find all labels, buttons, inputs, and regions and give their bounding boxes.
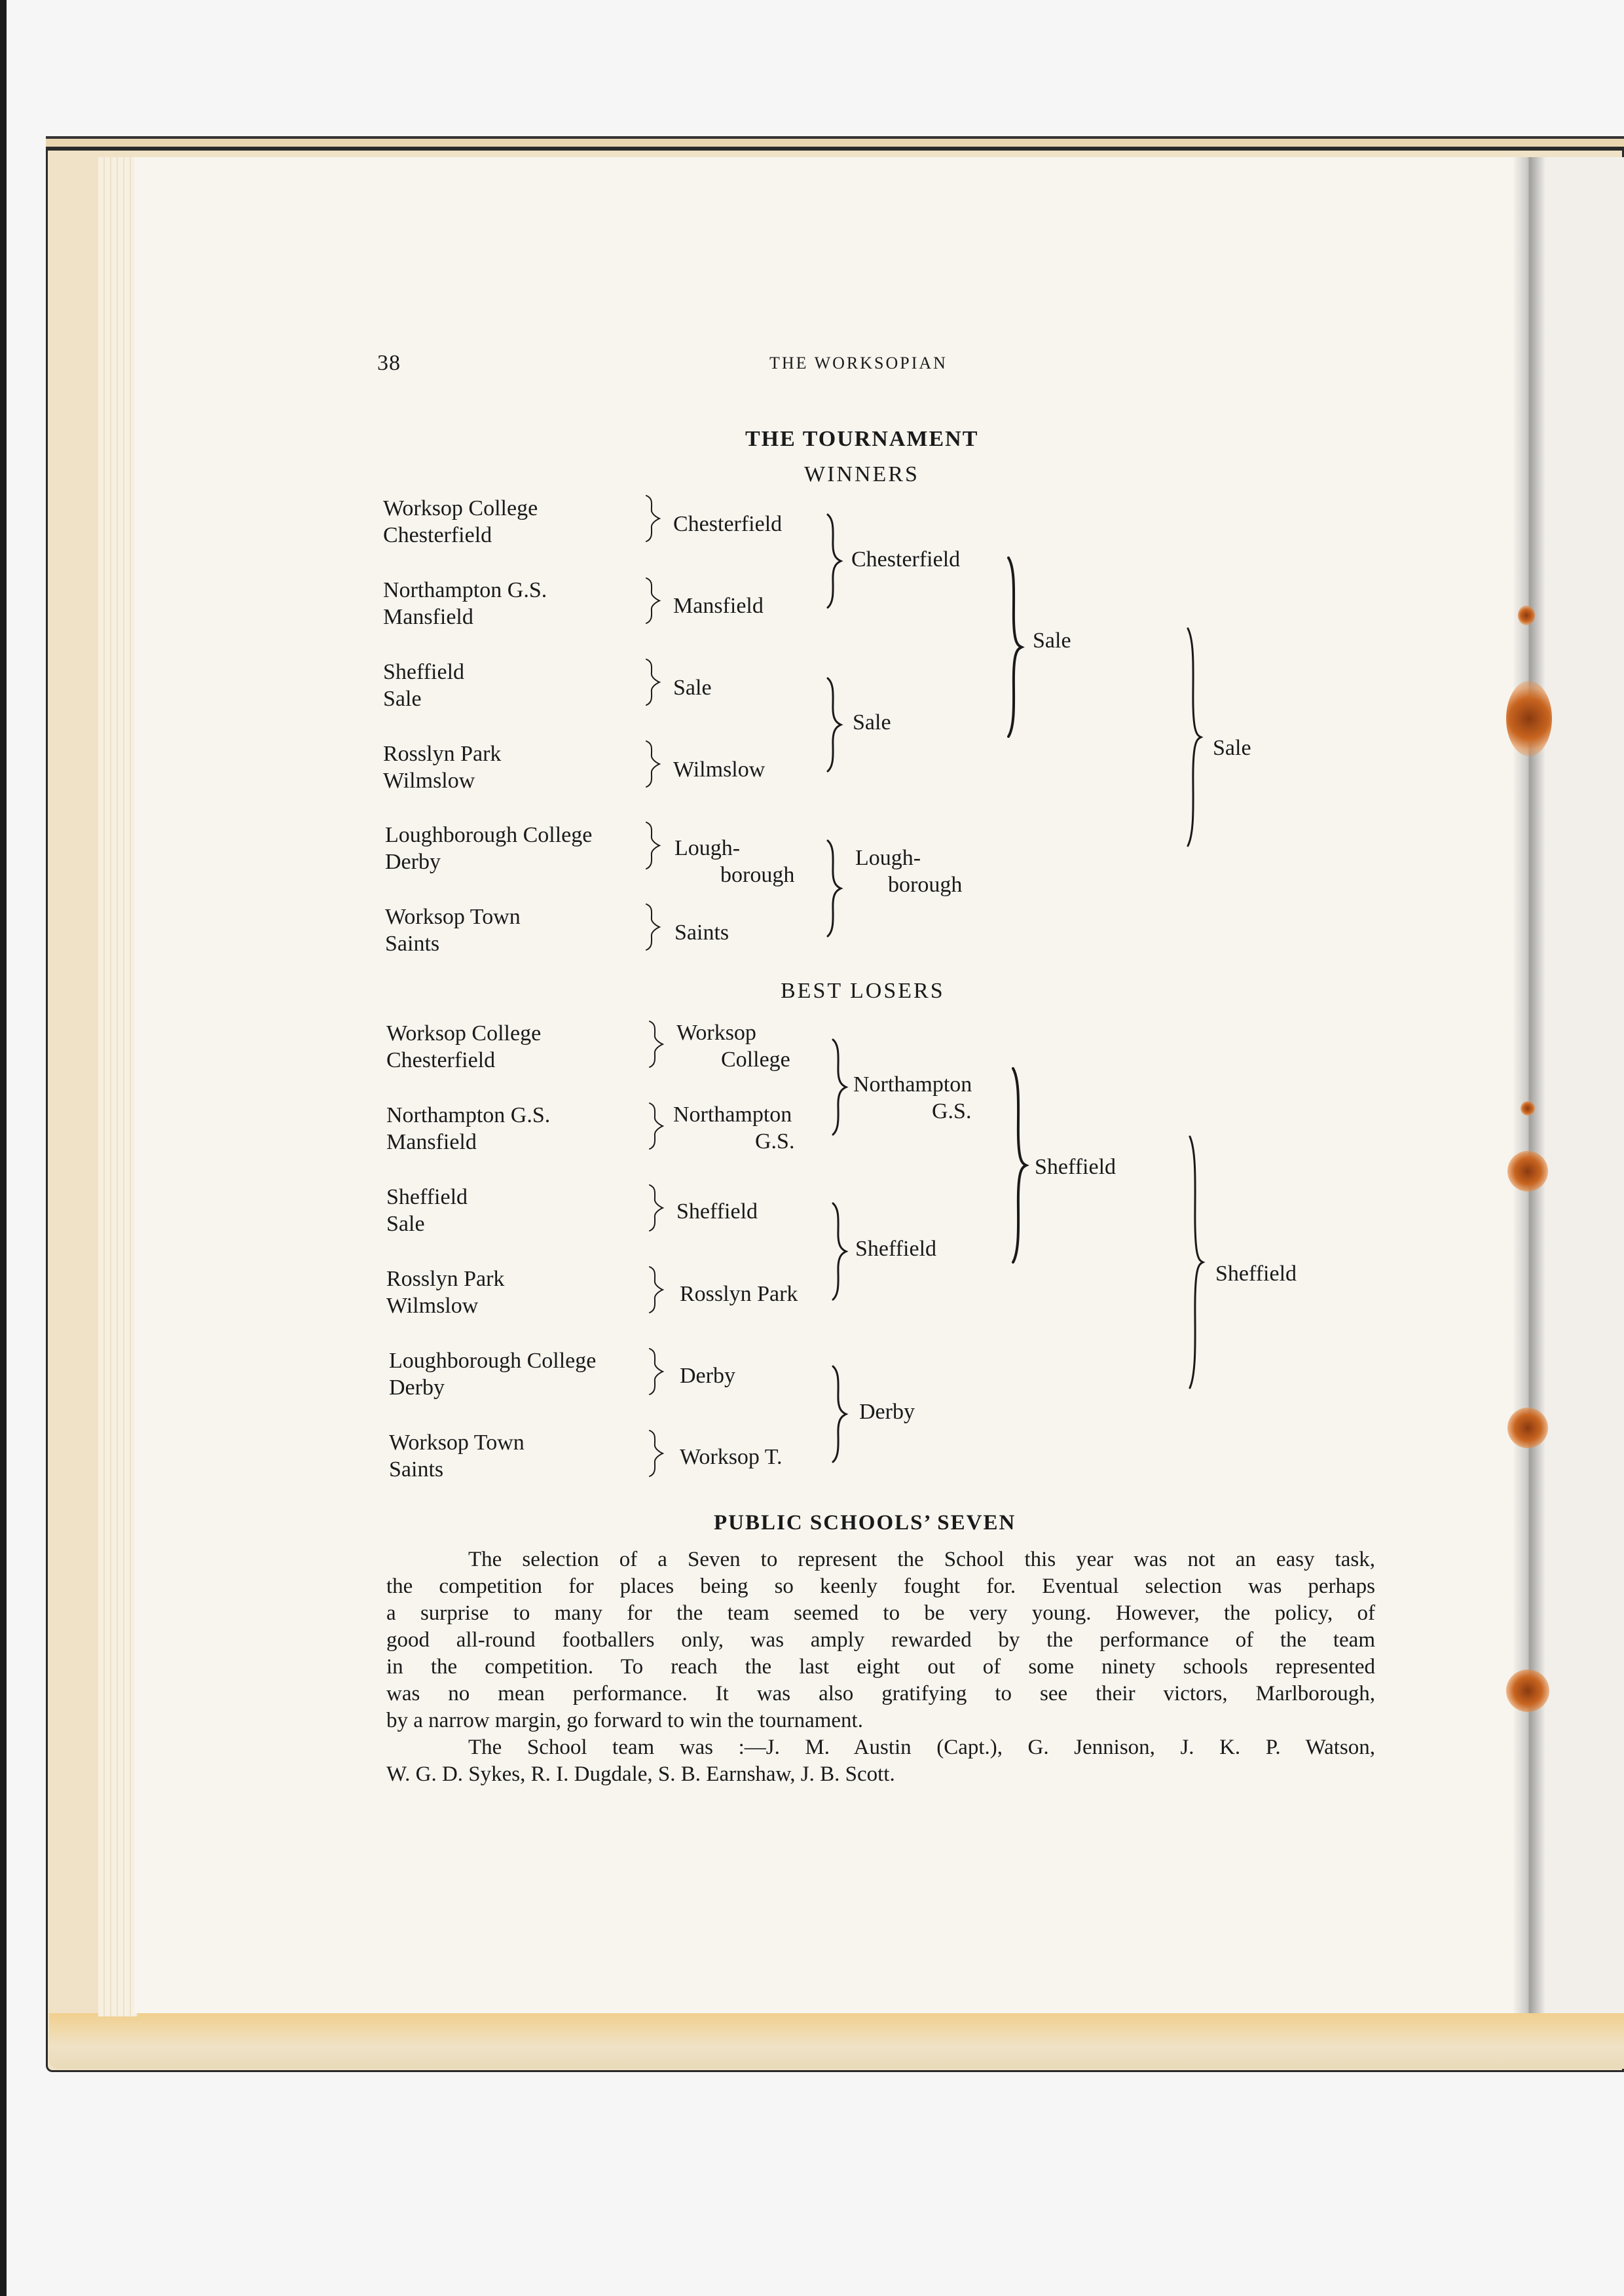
team-name: Worksop College: [386, 1021, 542, 1046]
brace-icon: [645, 494, 663, 543]
first-round-pair: [385, 903, 521, 957]
name-line: Northampton: [853, 1072, 972, 1097]
brace-path: [650, 1185, 663, 1231]
second-round-winner: [673, 1101, 794, 1155]
brace-icon: [826, 513, 845, 609]
name-line: borough: [720, 863, 795, 887]
text-line: a surprise to many for the team seemed to be very young. However, the policy, of: [386, 1601, 1375, 1625]
brace-path: [833, 1366, 846, 1462]
brace-icon: [648, 1184, 667, 1232]
second-round-winner: Sale: [673, 676, 712, 700]
brace-path: [1188, 629, 1201, 846]
second-round-winner: Saints: [674, 920, 729, 945]
text-line: in the competition. To reach the last eight out of some ninety schools represented: [386, 1655, 1375, 1679]
brace-icon: [648, 1266, 667, 1314]
text-line: the competition for places being so keenly fought for. Eventual selection was perhaps: [386, 1575, 1375, 1598]
brace-path: [1190, 1137, 1203, 1388]
brace-path: [650, 1103, 663, 1149]
brace-path: [828, 678, 841, 771]
team-name: Loughborough College: [385, 823, 593, 847]
running-head: THE WORKSOPIAN: [769, 354, 948, 373]
brace-path: [828, 515, 841, 608]
team-name: Saints: [385, 932, 440, 956]
name-line: borough: [888, 873, 963, 897]
name-line: Northampton: [673, 1102, 792, 1127]
team-name: Chesterfield: [383, 523, 492, 547]
second-round-winner: Worksop T.: [680, 1445, 783, 1469]
team-name: Sheffield: [386, 1185, 468, 1209]
first-round-pair: [383, 659, 464, 712]
gutter-shadow: [1513, 157, 1545, 2013]
final-winner: Sale: [1213, 736, 1251, 760]
brace-path: [1008, 558, 1022, 737]
team-name: Derby: [385, 850, 441, 874]
second-round-winner: Chesterfield: [673, 512, 783, 536]
second-round-winner: Rosslyn Park: [680, 1282, 798, 1306]
sevens-title: PUBLIC SCHOOLS’ SEVEN: [714, 1511, 1016, 1535]
brace-path: [1013, 1068, 1026, 1262]
brace-path: [833, 1040, 846, 1135]
book-cover-bottom-edge: [49, 2013, 1624, 2069]
name-line: Lough-: [855, 846, 921, 870]
first-round-pair: [385, 822, 592, 875]
brace-path: [650, 1267, 663, 1313]
foxing-stain: [1506, 681, 1552, 756]
first-round-pair: [386, 1020, 541, 1074]
team-name: Worksop College: [383, 496, 538, 520]
first-round-pair: [389, 1429, 525, 1483]
sevens-paragraph: [386, 1546, 1375, 1788]
text-line: good all-round footballers only, was amply rewarded by the performance of the team: [386, 1628, 1375, 1652]
team-name: Sheffield: [383, 660, 465, 684]
first-round-pair: [386, 1102, 550, 1156]
third-round-winner: [853, 1071, 972, 1125]
team-name: Rosslyn Park: [386, 1267, 505, 1291]
second-round-winner: [676, 1019, 790, 1073]
team-name: Chesterfield: [386, 1048, 496, 1072]
brace-icon: [832, 1365, 850, 1463]
team-name: Mansfield: [386, 1130, 477, 1154]
second-round-winner: Sheffield: [676, 1199, 758, 1224]
team-name: Derby: [389, 1376, 445, 1400]
foxing-stain: [1518, 606, 1535, 625]
text-line: W. G. D. Sykes, R. I. Dugdale, S. B. Earnshaw, J. B. Scott.: [386, 1762, 895, 1786]
tournament-title: THE TOURNAMENT: [745, 427, 979, 451]
brace-icon: [1187, 627, 1205, 847]
team-name: Northampton G.S.: [386, 1103, 551, 1127]
first-round-pair: [386, 1266, 504, 1319]
third-round-winner: Derby: [859, 1400, 915, 1424]
team-name: Sale: [383, 687, 422, 711]
text-line: by a narrow margin, go forward to win the tournament.: [386, 1709, 863, 1732]
name-line: Worksop: [676, 1021, 756, 1045]
brace-path: [646, 578, 659, 623]
page-edges: [98, 157, 138, 2016]
first-round-pair: [386, 1184, 468, 1237]
page-number: 38: [377, 351, 401, 375]
foxing-stain: [1506, 1669, 1549, 1712]
team-name: Worksop Town: [385, 905, 521, 929]
first-round-pair: [389, 1347, 596, 1401]
foxing-stain: [1507, 1151, 1548, 1192]
second-round-winner: [674, 835, 794, 888]
brace-path: [646, 741, 659, 787]
team-name: Wilmslow: [386, 1294, 479, 1318]
first-round-pair: [383, 577, 547, 630]
brace-icon: [645, 903, 663, 951]
semi-final-winner: Sale: [1033, 629, 1071, 653]
first-round-pair: [383, 495, 538, 549]
team-name: Loughborough College: [389, 1349, 597, 1373]
best-losers-heading: BEST LOSERS: [781, 979, 945, 1003]
final-winner: Sheffield: [1215, 1262, 1297, 1286]
team-name: Worksop Town: [389, 1430, 525, 1455]
brace-icon: [648, 1429, 667, 1478]
book-cover-top-edge: [46, 136, 1624, 151]
brace-icon: [1189, 1135, 1207, 1389]
team-name: Rosslyn Park: [383, 742, 502, 766]
second-round-winner: Wilmslow: [673, 757, 766, 782]
team-name: Sale: [386, 1212, 425, 1236]
text-line: The selection of a Seven to represent the School this year was not an easy task,: [468, 1548, 1375, 1571]
name-line: G.S.: [932, 1099, 972, 1123]
semi-final-winner: Sheffield: [1035, 1155, 1116, 1179]
name-line: G.S.: [755, 1129, 795, 1154]
brace-path: [646, 904, 659, 950]
brace-icon: [832, 1038, 850, 1136]
brace-icon: [648, 1020, 667, 1068]
winners-heading: WINNERS: [804, 462, 919, 486]
brace-path: [646, 496, 659, 541]
brace-path: [650, 1349, 663, 1394]
brace-icon: [645, 821, 663, 870]
name-line: Lough-: [674, 836, 741, 860]
brace-icon: [645, 577, 663, 625]
second-round-winner: Derby: [680, 1364, 735, 1388]
brace-icon: [1007, 556, 1025, 738]
brace-path: [646, 822, 659, 869]
name-line: College: [721, 1048, 790, 1072]
brace-icon: [832, 1202, 850, 1301]
brace-icon: [1012, 1067, 1030, 1264]
team-name: Northampton G.S.: [383, 578, 547, 602]
text-line: The School team was :—J. M. Austin (Capt.), G. Jennison, J. K. P. Watson,: [468, 1736, 1375, 1759]
brace-icon: [648, 1102, 667, 1150]
brace-icon: [645, 740, 663, 788]
team-name: Wilmslow: [383, 769, 475, 793]
brace-path: [833, 1203, 846, 1300]
team-name: Mansfield: [383, 605, 473, 629]
brace-icon: [826, 677, 845, 773]
foxing-stain: [1507, 1408, 1548, 1448]
team-name: Saints: [389, 1457, 444, 1482]
scanner-edge: [0, 0, 7, 2296]
brace-path: [828, 841, 841, 936]
third-round-winner: [855, 845, 962, 898]
third-round-winner: Sheffield: [855, 1237, 937, 1261]
third-round-winner: Sale: [853, 710, 891, 735]
text-line: was no mean performance. It was also gratifying to see their victors, Marlborough,: [386, 1682, 1375, 1705]
foxing-stain: [1521, 1101, 1535, 1116]
brace-icon: [826, 839, 845, 938]
second-round-winner: Mansfield: [673, 594, 764, 618]
brace-icon: [648, 1347, 667, 1396]
brace-icon: [645, 658, 663, 706]
third-round-winner: Chesterfield: [851, 547, 961, 572]
first-round-pair: [383, 740, 501, 794]
brace-path: [650, 1430, 663, 1476]
brace-path: [650, 1021, 663, 1067]
brace-path: [646, 659, 659, 705]
